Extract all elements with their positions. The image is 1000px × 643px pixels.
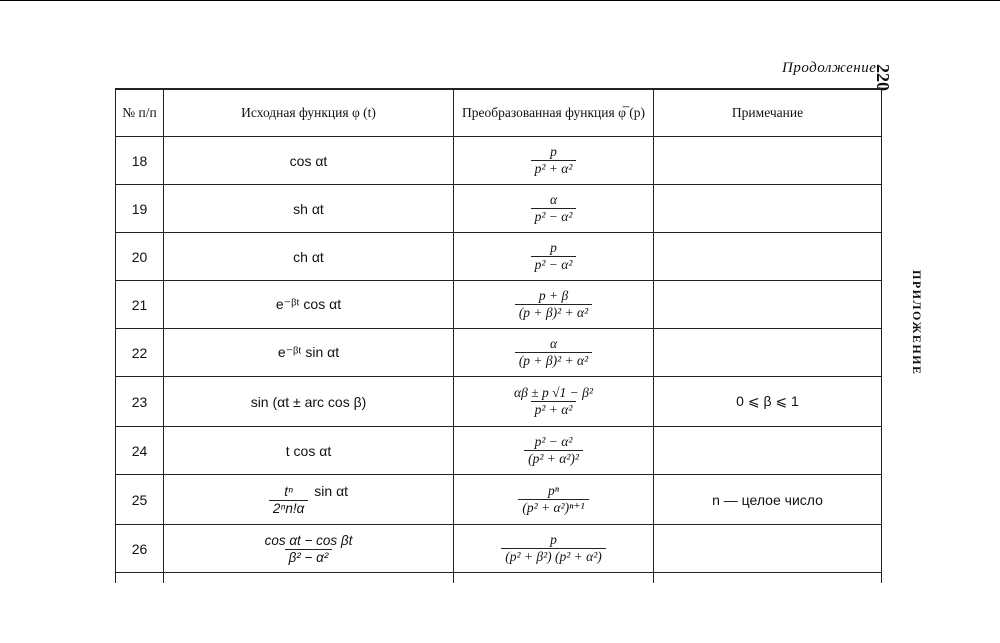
note-cell: n — целое число (654, 475, 882, 525)
note-cell (654, 329, 882, 377)
table-row (116, 377, 882, 427)
original-expression: e⁻ᵝᵗ sin αt (277, 344, 340, 360)
table-row (116, 233, 882, 281)
original-expression: ch αt (293, 248, 324, 265)
note-cell (654, 525, 882, 573)
laplace-transform-table (115, 88, 882, 583)
original-function-cell (164, 329, 454, 377)
table-row (116, 137, 882, 185)
original-denominator: β² − α² (285, 549, 333, 565)
transformed-function-cell (454, 475, 654, 525)
table-row (116, 281, 882, 329)
note-cell (654, 137, 882, 185)
table-row (116, 185, 882, 233)
transformed-denominator: p² + α² (531, 160, 577, 176)
transformed-function-cell (454, 185, 654, 233)
transformed-numerator: p² − α² (534, 433, 573, 449)
transformed-denominator: (p + β)² + α² (515, 352, 592, 368)
table-row (116, 525, 882, 573)
note-cell: 0 ⩽ β ⩽ 1 (654, 377, 882, 427)
continuation-cell (654, 573, 882, 584)
original-expression: t cos αt (285, 442, 332, 459)
transformed-function-cell (454, 377, 654, 427)
row-number: 23 (116, 377, 164, 427)
note-cell (654, 427, 882, 475)
transformed-numerator: p + β (538, 287, 569, 303)
transformed-denominator: (p² + α²)² (524, 450, 583, 466)
continuation-cell (454, 573, 654, 584)
transformed-function-cell (454, 137, 654, 185)
transformed-numerator: α (549, 191, 558, 207)
row-number: 20 (116, 233, 164, 281)
transformed-fraction (531, 145, 577, 176)
top-border-line (0, 0, 1000, 1)
transformed-function-cell (454, 525, 654, 573)
page-number: 220 (873, 64, 893, 91)
original-function-cell (164, 233, 454, 281)
transformed-fraction (515, 337, 592, 368)
transformed-fraction (531, 241, 577, 272)
transformed-denominator: (p² + β²) (p² + α²) (501, 548, 606, 564)
transformed-fraction (524, 435, 583, 466)
original-expression: sin (αt ± arc cos β) (250, 393, 367, 410)
transformed-fraction (518, 484, 588, 515)
table-row (116, 329, 882, 377)
transformed-denominator: p² − α² (531, 208, 577, 224)
transformed-numerator: αβ ± p √1 − β² (514, 384, 593, 400)
original-expression: sin αt (314, 482, 349, 499)
original-expression: sh αt (293, 200, 324, 217)
transformed-denominator: p² + α² (531, 401, 577, 417)
row-number: 24 (116, 427, 164, 475)
transformed-denominator: p² − α² (531, 256, 577, 272)
transformed-numerator: p (550, 531, 557, 547)
transformed-fraction (515, 289, 592, 320)
original-function-cell (164, 377, 454, 427)
transformed-function-cell (454, 329, 654, 377)
running-head: ПРИЛОЖЕНИЕ (910, 270, 924, 376)
row-number: 19 (116, 185, 164, 233)
transformed-numerator: p (550, 239, 557, 255)
transformed-fraction (501, 533, 606, 564)
original-fraction (261, 534, 357, 565)
header-note: Примечание (654, 89, 882, 137)
note-cell (654, 185, 882, 233)
header-transformed-function: Преобразованная функция φ̅ (p) (454, 89, 654, 137)
original-function-cell (164, 281, 454, 329)
note-cell (654, 281, 882, 329)
original-numerator: tⁿ (284, 483, 293, 499)
transformed-function-cell (454, 233, 654, 281)
original-function-cell (164, 427, 454, 475)
original-function-cell (164, 475, 454, 525)
transformed-denominator: (p + β)² + α² (515, 304, 592, 320)
table-continuation-row (116, 573, 882, 584)
row-number: 25 (116, 475, 164, 525)
original-function-cell (164, 137, 454, 185)
table-row (116, 475, 882, 525)
transformed-function-cell (454, 281, 654, 329)
transformed-numerator: pⁿ (547, 482, 559, 498)
transformed-fraction (531, 193, 577, 224)
original-fraction (269, 485, 308, 516)
row-number: 18 (116, 137, 164, 185)
header-number: № п/п (116, 89, 164, 137)
row-number: 21 (116, 281, 164, 329)
header-original-function: Исходная функция φ (t) (164, 89, 454, 137)
original-denominator: 2ⁿn!α (269, 500, 308, 516)
original-function-cell (164, 185, 454, 233)
continuation-cell (164, 573, 454, 584)
row-number: 26 (116, 525, 164, 573)
transformed-denominator: (p² + α²)ⁿ⁺¹ (518, 499, 588, 515)
continued-label: Продолжение (782, 60, 877, 76)
original-expression: e⁻ᵝᵗ cos αt (275, 296, 342, 312)
transformed-function-cell (454, 427, 654, 475)
note-cell (654, 233, 882, 281)
transformed-numerator: α (549, 335, 558, 351)
table-header-row (116, 89, 882, 137)
continuation-cell (116, 573, 164, 584)
original-expression: cos αt (289, 152, 328, 169)
original-function-cell (164, 525, 454, 573)
table-row (116, 427, 882, 475)
original-numerator: cos αt − cos βt (264, 532, 353, 548)
transformed-fraction (510, 386, 597, 417)
transformed-numerator: p (550, 143, 557, 159)
row-number: 22 (116, 329, 164, 377)
